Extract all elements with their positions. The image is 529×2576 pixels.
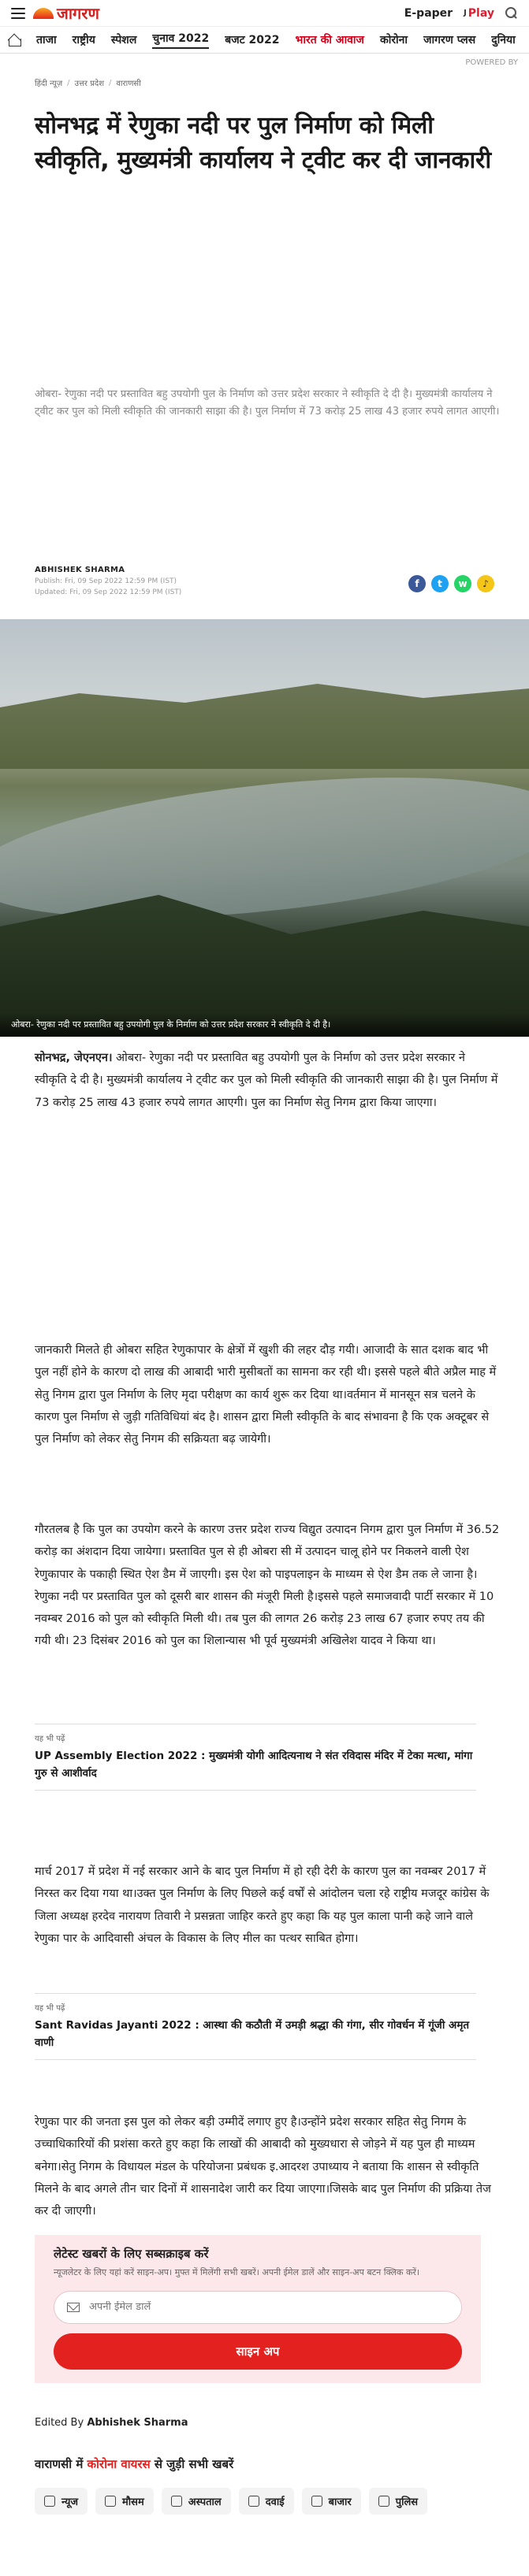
also-read-box-1 bbox=[35, 1724, 476, 1791]
paragraph-3: गौरतलब है कि पुल का उपयोग करने के कारण उत्तर प्रदेश राज्य विद्युत उत्पादन निगम द्वारा पुल निर्माण में 36.52 करोड़ का अंशदान दिया जायेगा। प्रस्तावित पुल से ही ओबरा सी में उत्पादन चालू होने पर निकलने वाली ऐश रेणुकापार के पकाही स्थित ऐश डैम में जाएगी। इस ऐश को पाइपलाइन के माध्यम से ऐश डैम तक ले जाना है। रेणुका नदी पर प्रस्तावित पुल को दूसरी बार शासन की मंजूरी मिली है।इससे पहले समाजवादी पार्टी सरकार में 10 नवम्बर 2016 को पुल को स्वीकृति मिली थी। तब पुल की लागत 26 करोड़ 23 लाख 67 हजार रुपए तय की गयी थी। 23 दिसंबर 2016 को पुल का शिलान्यास भी पूर्व मुख्यमंत्री अखिलेश यादव ने किया था। bbox=[35, 1524, 500, 1648]
nav-item-chunav[interactable]: चुनाव 2022 bbox=[152, 31, 209, 49]
medicine-icon bbox=[248, 2496, 259, 2507]
notification-bell-icon[interactable]: ♪ bbox=[477, 575, 494, 592]
dateline: सोनभद्र, जेएनएन। bbox=[35, 1052, 113, 1064]
breadcrumb-varanasi[interactable]: वाराणसी bbox=[116, 80, 141, 88]
nav-item-special[interactable]: स्पेशल bbox=[110, 34, 137, 46]
police-icon bbox=[378, 2496, 389, 2507]
breadcrumb-hindi-news[interactable]: हिंदी न्यूज़ bbox=[35, 80, 63, 88]
breadcrumb-uttar-pradesh[interactable]: उत्तर प्रदेश bbox=[74, 80, 104, 88]
breadcrumb bbox=[0, 77, 529, 88]
chip-market[interactable] bbox=[302, 2488, 361, 2515]
play-prefix: J bbox=[464, 9, 467, 17]
powered-by: POWERED BY bbox=[465, 58, 518, 67]
editor-name[interactable]: Abhishek Sharma bbox=[87, 2417, 188, 2429]
related-heading-red: कोरोना वायरस bbox=[87, 2457, 151, 2471]
chip-police[interactable] bbox=[369, 2488, 427, 2515]
facebook-icon[interactable]: f bbox=[408, 575, 426, 592]
also-read-label: यह भी पढ़ें bbox=[35, 2004, 65, 2013]
chip-medicine[interactable] bbox=[239, 2488, 294, 2515]
epaper-link[interactable]: E-paper bbox=[404, 6, 453, 20]
search-icon[interactable] bbox=[505, 7, 518, 20]
related-heading bbox=[35, 2456, 233, 2472]
chip-label: अस्पताल bbox=[188, 2496, 222, 2508]
twitter-icon[interactable]: t bbox=[431, 575, 449, 592]
related-heading-post: से जुड़ी सभी खबरें bbox=[150, 2457, 234, 2471]
edited-prefix: Edited By bbox=[35, 2417, 88, 2429]
hamburger-menu-icon[interactable] bbox=[11, 8, 25, 19]
publish-date: Publish: Fri, 09 Sep 2022 12:59 PM (IST) bbox=[35, 577, 177, 585]
newsletter-input-wrap bbox=[54, 2291, 462, 2324]
also-read-label: यह भी पढ़ें bbox=[35, 1735, 65, 1743]
play-label: Play bbox=[468, 6, 494, 20]
chip-label: बाजार bbox=[328, 2496, 352, 2508]
logo-text: जागरण bbox=[57, 4, 99, 23]
nav-item-corona[interactable]: कोरोना bbox=[379, 34, 408, 46]
nav-item-jagran-plus[interactable]: जागरण प्लस bbox=[423, 34, 476, 46]
logo-sun-icon bbox=[33, 8, 54, 19]
share-buttons bbox=[408, 575, 494, 592]
chip-label: पुलिस bbox=[395, 2496, 419, 2508]
paragraph-1-text: ओबरा- रेणुका नदी पर प्रस्तावित बहु उपयोगी पुल के निर्माण को उत्तर प्रदेश सरकार ने स्वीकृति दे दी है। मुख्यमंत्री कार्यालय ने ट्वीट कर पुल को मिली स्वीकृति की जानकारी साझा की है। पुल निर्माण में 73 करोड़ 25 लाख 43 हजार रुपये लागत आएगी। पुल का निर्माण सेतु निगम द्वारा किया जाएगा। bbox=[35, 1052, 498, 1109]
jagran-play-link[interactable] bbox=[464, 7, 494, 20]
newsletter-heading: लेटेस्ट खबरों के लिए सब्सक्राइब करें bbox=[54, 2247, 209, 2261]
nav-item-duniya[interactable]: दुनिया bbox=[491, 34, 516, 46]
home-icon[interactable] bbox=[8, 35, 20, 46]
hero-image bbox=[0, 619, 529, 1037]
mail-icon bbox=[67, 2303, 80, 2312]
also-read-link-1[interactable]: UP Assembly Election 2022 : मुख्यमंत्री योगी आदित्यनाथ ने संत रविदास मंदिर में टेका मत्था, मांगा गुरु से आशीर्वाद bbox=[35, 1750, 473, 1780]
chip-label: न्यूज bbox=[61, 2496, 79, 2508]
hero-caption: ओबरा- रेणुका नदी पर प्रस्तावित बहु उपयोगी पुल के निर्माण को उत्तर प्रदेश सरकार ने स्वीकृति दे दी है। bbox=[0, 1012, 529, 1037]
market-icon bbox=[311, 2496, 322, 2507]
also-read-link-2[interactable]: Sant Ravidas Jayanti 2022 : आस्था की कठौती में उमड़ी श्रद्धा की गंगा, सीर गोवर्धन में गूंजी अमृत वाणी bbox=[35, 2019, 470, 2049]
author-name[interactable]: ABHISHEK SHARMA bbox=[35, 566, 125, 574]
paragraph-4: मार्च 2017 में प्रदेश में नई सरकार आने के बाद पुल निर्माण में हो रही देरी के कारण पुल का नवम्बर 2017 में निरस्त कर दिया गया था।उक्त पुल निर्माण के लिए पिछले कई वर्षों से आंदोलन चला रहे राष्ट्रीय मजदूर कांग्रेस के जिला अध्यक्ष हरदेव नारायण तिवारी ने प्रसन्नता जाहिर करते हुए कहा कि यह पुल काला पानी कहे जाने वाले रेणुका पार के आदिवासी अंचल के विकास के लिए मील का पत्थर साबित होगा। bbox=[35, 1865, 490, 1945]
edited-by bbox=[35, 2417, 188, 2429]
signup-button[interactable]: साइन अप bbox=[54, 2333, 462, 2370]
nav-item-bharat-ki-awaz[interactable]: भारत की आवाज bbox=[295, 34, 364, 46]
paragraph-1 bbox=[35, 1047, 500, 1114]
nav-item-budget[interactable]: बजट 2022 bbox=[225, 34, 280, 46]
nav-item-taza[interactable]: ताजा bbox=[36, 34, 57, 46]
updated-date: Updated: Fri, 09 Sep 2022 12:59 PM (IST) bbox=[35, 588, 182, 596]
top-header bbox=[0, 0, 529, 27]
paragraph-2: जानकारी मिलते ही ओबरा सहित रेणुकापार के क्षेत्रों में खुशी की लहर दौड़ गयी। आजादी के सात दशक बाद भी पुल नहीं होने के कारण दो लाख की आबादी भारी मुसीबतों का सामना कर रही थी। इससे पहले बीते अप्रैल माह में सेतु निगम द्वारा पुल निर्माण के लिए मृदा परीक्षण का कार्य शुरू कर दिया था।वर्तमान में मानसून सत्र चलने के कारण पुल निर्माण से जुड़ी गतिविधियां बंद है। शासन द्वारा मिली स्वीकृति के बाद संभावना है कि एक अक्टूबर से पुल निर्माण को लेकर सेतु निगम की सक्रियता बढ़ जायेगी। bbox=[35, 1344, 497, 1446]
email-field[interactable] bbox=[89, 2301, 449, 2313]
hospital-icon bbox=[171, 2496, 182, 2507]
chip-label: मौसम bbox=[122, 2496, 144, 2508]
newsletter-box bbox=[35, 2235, 481, 2383]
article-title: सोनभद्र में रेणुका नदी पर पुल निर्माण को मिली स्वीकृति, मुख्यमंत्री कार्यालय ने ट्वीट कर दी जानकारी bbox=[35, 112, 491, 174]
article-summary: ओबरा- रेणुका नदी पर प्रस्तावित बहु उपयोगी पुल के निर्माण को उत्तर प्रदेश सरकार ने स्वीकृति दे दी है। मुख्यमंत्री कार्यालय ने ट्वीट कर पुल को मिली स्वीकृति की जानकारी साझा की है। पुल निर्माण में 73 करोड़ 25 लाख 43 हजार रुपये लागत आएगी। bbox=[35, 388, 500, 418]
chip-weather[interactable] bbox=[95, 2488, 154, 2515]
also-read-box-2 bbox=[35, 1993, 476, 2060]
news-icon bbox=[44, 2496, 55, 2507]
paragraph-5: रेणुका पार की जनता इस पुल को लेकर बड़ी उम्मीदें लगाए हुए है।उन्होंने प्रदेश सरकार सहित सेतु निगम के उच्चाधिकारियों की प्रशंसा करते हुए कहा कि लाखों की आबादी को मुख्यधारा से जोड़ने में यह पुल ही माध्यम बनेगा।सेतु निगम के विधायल मंडल के परियोजना प्रबंधक इ.आदरश उपाध्याय ने बताया कि शासन से स्वीकृति मिलने के बाद अगले तीन चार दिनों में शासनादेश जारी कर दिया जाएगा।जिसके बाद पुल निर्माण की प्रक्रिया तेज कर दी जाएगी। bbox=[35, 2116, 491, 2218]
weather-icon bbox=[105, 2496, 116, 2507]
chip-hospital[interactable] bbox=[162, 2488, 231, 2515]
related-chips bbox=[35, 2488, 476, 2515]
newsletter-subtext: न्यूजलेटर के लिए यहां करें साइन-अप। मुफ्त में मिलेंगी सभी खबरें। अपनी ईमेल डालें और साइन-अप बटन क्लिक करें। bbox=[54, 2267, 420, 2277]
breadcrumb-sep: / bbox=[109, 78, 112, 87]
main-nav bbox=[0, 27, 529, 54]
brand-logo[interactable] bbox=[33, 2, 99, 24]
chip-label: दवाई bbox=[265, 2496, 285, 2508]
breadcrumb-sep: / bbox=[67, 78, 70, 87]
nav-item-rashtriya[interactable]: राष्ट्रीय bbox=[72, 34, 95, 46]
related-heading-pre: वाराणसी में bbox=[35, 2457, 88, 2471]
author-block bbox=[35, 566, 181, 596]
chip-news[interactable] bbox=[35, 2488, 88, 2515]
whatsapp-icon[interactable]: w bbox=[454, 575, 471, 592]
